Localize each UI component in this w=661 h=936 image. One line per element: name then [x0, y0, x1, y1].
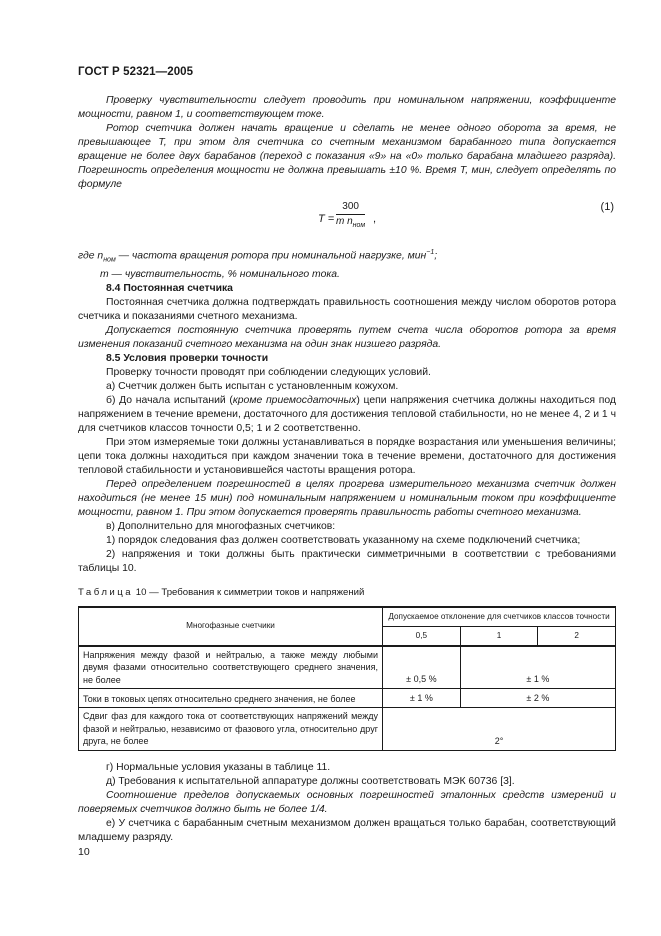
table-row	[79, 646, 616, 689]
paragraph: Перед определением погрешностей в целях прогрева измерительного механизма счетчик должен находиться (не менее 15 мин) под номинальным напряжением и номинальным током при коэффициенте мощности, равном 1. При этом допускается проверять правильность работы счетного механизма.	[78, 478, 616, 518]
where-line: m — чувствительность, % номинального тока.	[100, 268, 340, 280]
paragraph: Постоянная счетчика должна подтверждать правильность соотношения между числом оборотов ротора счетчика и показаниями счетного механизма.	[78, 296, 616, 322]
table-header-cell: 2	[538, 626, 616, 646]
paragraph: Проверку точности проводят при соблюдении следующих условий.	[106, 366, 431, 378]
table-cell: Напряжения между фазой и нейтралью, а также между любыми двумя фазами относительно соответствующего среднего значения, не более	[79, 646, 383, 689]
table-caption	[78, 586, 616, 600]
formula-denominator	[336, 215, 365, 233]
document-header: ГОСТ Р 52321—2005	[78, 66, 194, 78]
section-heading: 8.5 Условия проверки точности	[106, 352, 269, 364]
list-item: г) Нормальные условия указаны в таблице 11.	[106, 761, 331, 773]
formula-fraction	[336, 200, 365, 233]
section-heading: 8.4 Постоянная счетчика	[106, 282, 233, 294]
formula-denominator-main: m n	[336, 216, 353, 227]
table-caption-rest: 10 — Требования к симметрии токов и напряжений	[133, 586, 365, 598]
page-number: 10	[78, 846, 90, 858]
table-row	[79, 689, 616, 708]
paragraph: Проверку чувствительности следует проводить при номинальном напряжении, коэффициенте мощности, равном 1, и соответствующем токе.	[78, 95, 616, 120]
list-item-text: ) цепи напряжения счетчика должны находиться под напряжением в течение времени, достаточного для достижения тепловой стабильности, но не менее 4, 2 и 1 ч для счетчиков классов точности 0,5; 1 и 2 соответственно.	[78, 394, 616, 434]
where-prefix: где n	[78, 250, 104, 262]
where-sup: −1	[426, 249, 435, 256]
list-item: е) У счетчика с барабанным счетным механизмом должен вращаться только барабан, соответствующий младшему разряду.	[78, 817, 616, 843]
body-text	[78, 94, 616, 845]
where-line	[78, 246, 616, 268]
table-header-cell: 1	[460, 626, 538, 646]
formula	[78, 198, 616, 242]
table-cell: ± 2 %	[460, 689, 615, 708]
list-item: 1) порядок следования фаз должен соответствовать указанному на схеме подключений счетчика;	[106, 534, 581, 546]
formula-comma: ,	[373, 213, 377, 225]
table-caption-word: Таблица	[78, 586, 134, 598]
symmetry-table	[78, 606, 616, 751]
paragraph: Ротор счетчика должен начать вращение и сделать не менее одного оборота за время, не превышающее T, при этом для счетчика со счетным механизмом барабанного типа допускается вращение не более двух барабанов (переход с показания «9» на «0» только барабана младшего разряда). Погрешность определения мощности не должна превышать ±10 %. Время T, мин, следует определять по формуле	[78, 123, 616, 190]
list-item-text: б) До начала испытаний (	[106, 394, 233, 406]
table-header-cell: Допускаемое отклонение для счетчиков классов точности	[382, 607, 615, 627]
formula-numerator: 300	[336, 200, 365, 215]
table-row	[79, 708, 616, 751]
table-cell: 2°	[382, 708, 615, 751]
formula-lhs: T =	[318, 213, 335, 225]
table-header-cell: 0,5	[382, 626, 460, 646]
table-cell: ± 0,5 %	[382, 646, 460, 689]
table-cell: Сдвиг фаз для каждого тока от соответствующих напряжений между фазой и нейтралью, независимо от фазового угла, относительно друг друга, не более	[79, 708, 383, 751]
paragraph: При этом измеряемые токи должны устанавливаться в порядке возрастания или уменьшения величины; цепи тока должны находиться при каждом значении тока в течение времени, достаточного для достижения тепловой стабильности и установившейся частоты вращения ротора.	[78, 436, 616, 476]
list-item: 2) напряжения и токи должны быть практически симметричными в соответствии с требованиями таблицы 10.	[78, 548, 616, 574]
list-item: в) Дополнительно для многофазных счетчиков:	[106, 520, 336, 532]
formula-denominator-sub: ном	[352, 222, 366, 229]
list-item	[78, 394, 616, 436]
table-header-row	[79, 607, 616, 627]
list-item-italic: кроме приемосдаточных	[232, 394, 357, 406]
where-text: — частота вращения ротора при номинальной нагрузке, мин	[115, 250, 427, 262]
table-cell: ± 1 %	[382, 689, 460, 708]
equation-number: (1)	[600, 201, 614, 213]
where-sub: ном	[103, 256, 116, 264]
paragraph: Соотношение пределов допускаемых основных погрешностей эталонных средств измерений и поверяемых счетчиков должно быть не более 1/4.	[78, 789, 616, 815]
list-item: д) Требования к испытательной аппаратуре должны соответствовать МЭК 60736 [3].	[106, 775, 515, 787]
table-cell: Токи в токовых цепях относительно среднего значения, не более	[79, 689, 383, 708]
list-item: а) Счетчик должен быть испытан с установленным кожухом.	[106, 380, 399, 392]
table-cell: ± 1 %	[460, 646, 615, 689]
where-end: ;	[434, 250, 438, 262]
table-header-cell: Многофазные счетчики	[79, 607, 383, 646]
paragraph: Допускается постоянную счетчика проверять путем счета числа оборотов ротора за время изменения показаний счетного механизма на один знак низшего разряда.	[78, 324, 616, 350]
